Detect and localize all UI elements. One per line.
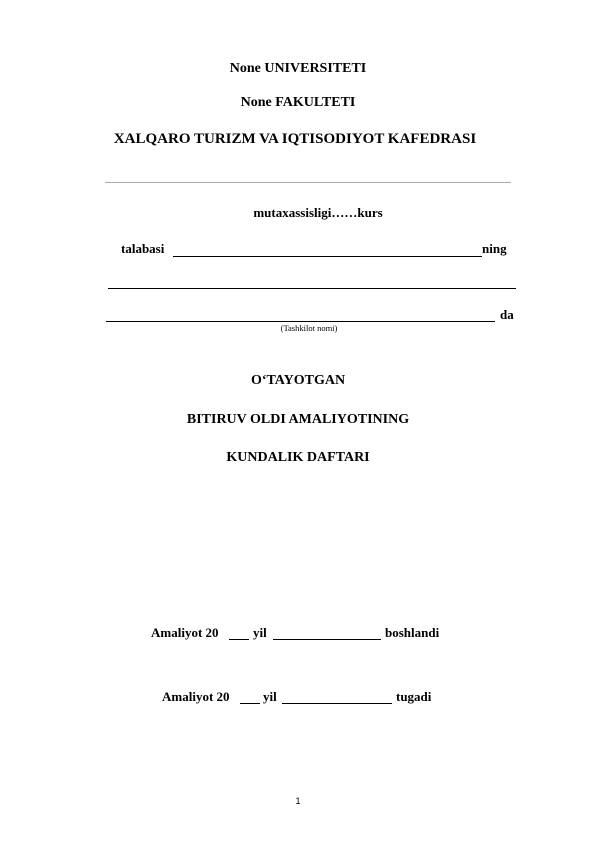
header-divider [105, 182, 511, 183]
start-date-suffix: boshlandi [385, 625, 440, 640]
end-year-word: yil [263, 689, 277, 704]
department-title: XALQARO TURIZM VA IQTISODIYOT KAFEDRASI [113, 131, 477, 147]
end-date-field[interactable] [282, 703, 392, 704]
start-year-field[interactable] [229, 639, 249, 640]
end-year-field[interactable] [240, 703, 260, 704]
organization-name-field[interactable] [106, 321, 495, 322]
start-date-prefix: Amaliyot 20 [151, 625, 219, 640]
specialty-line: mutaxassisligi……kurs [253, 205, 383, 220]
organization-suffix: da [500, 307, 514, 322]
end-date-suffix: tugadi [396, 689, 432, 704]
start-date-field[interactable] [273, 639, 381, 640]
organization-caption: (Tashkilot nomi) [280, 323, 338, 333]
start-year-word: yil [253, 625, 267, 640]
title-line-1: O‘TAYOTGAN [250, 373, 346, 388]
faculty-title: None FAKULTETI [240, 95, 356, 110]
student-prefix: talabasi [121, 241, 165, 256]
university-title: None UNIVERSITETI [229, 61, 367, 76]
page-number: 1 [295, 796, 301, 806]
title-line-3: KUNDALIK DAFTARI [226, 450, 370, 465]
student-suffix: ning [482, 241, 507, 256]
student-name-field[interactable] [173, 256, 482, 257]
student-info-field[interactable] [108, 288, 516, 289]
end-date-prefix: Amaliyot 20 [162, 689, 230, 704]
title-line-2: BITIRUV OLDI AMALIYOTINING [186, 412, 410, 427]
